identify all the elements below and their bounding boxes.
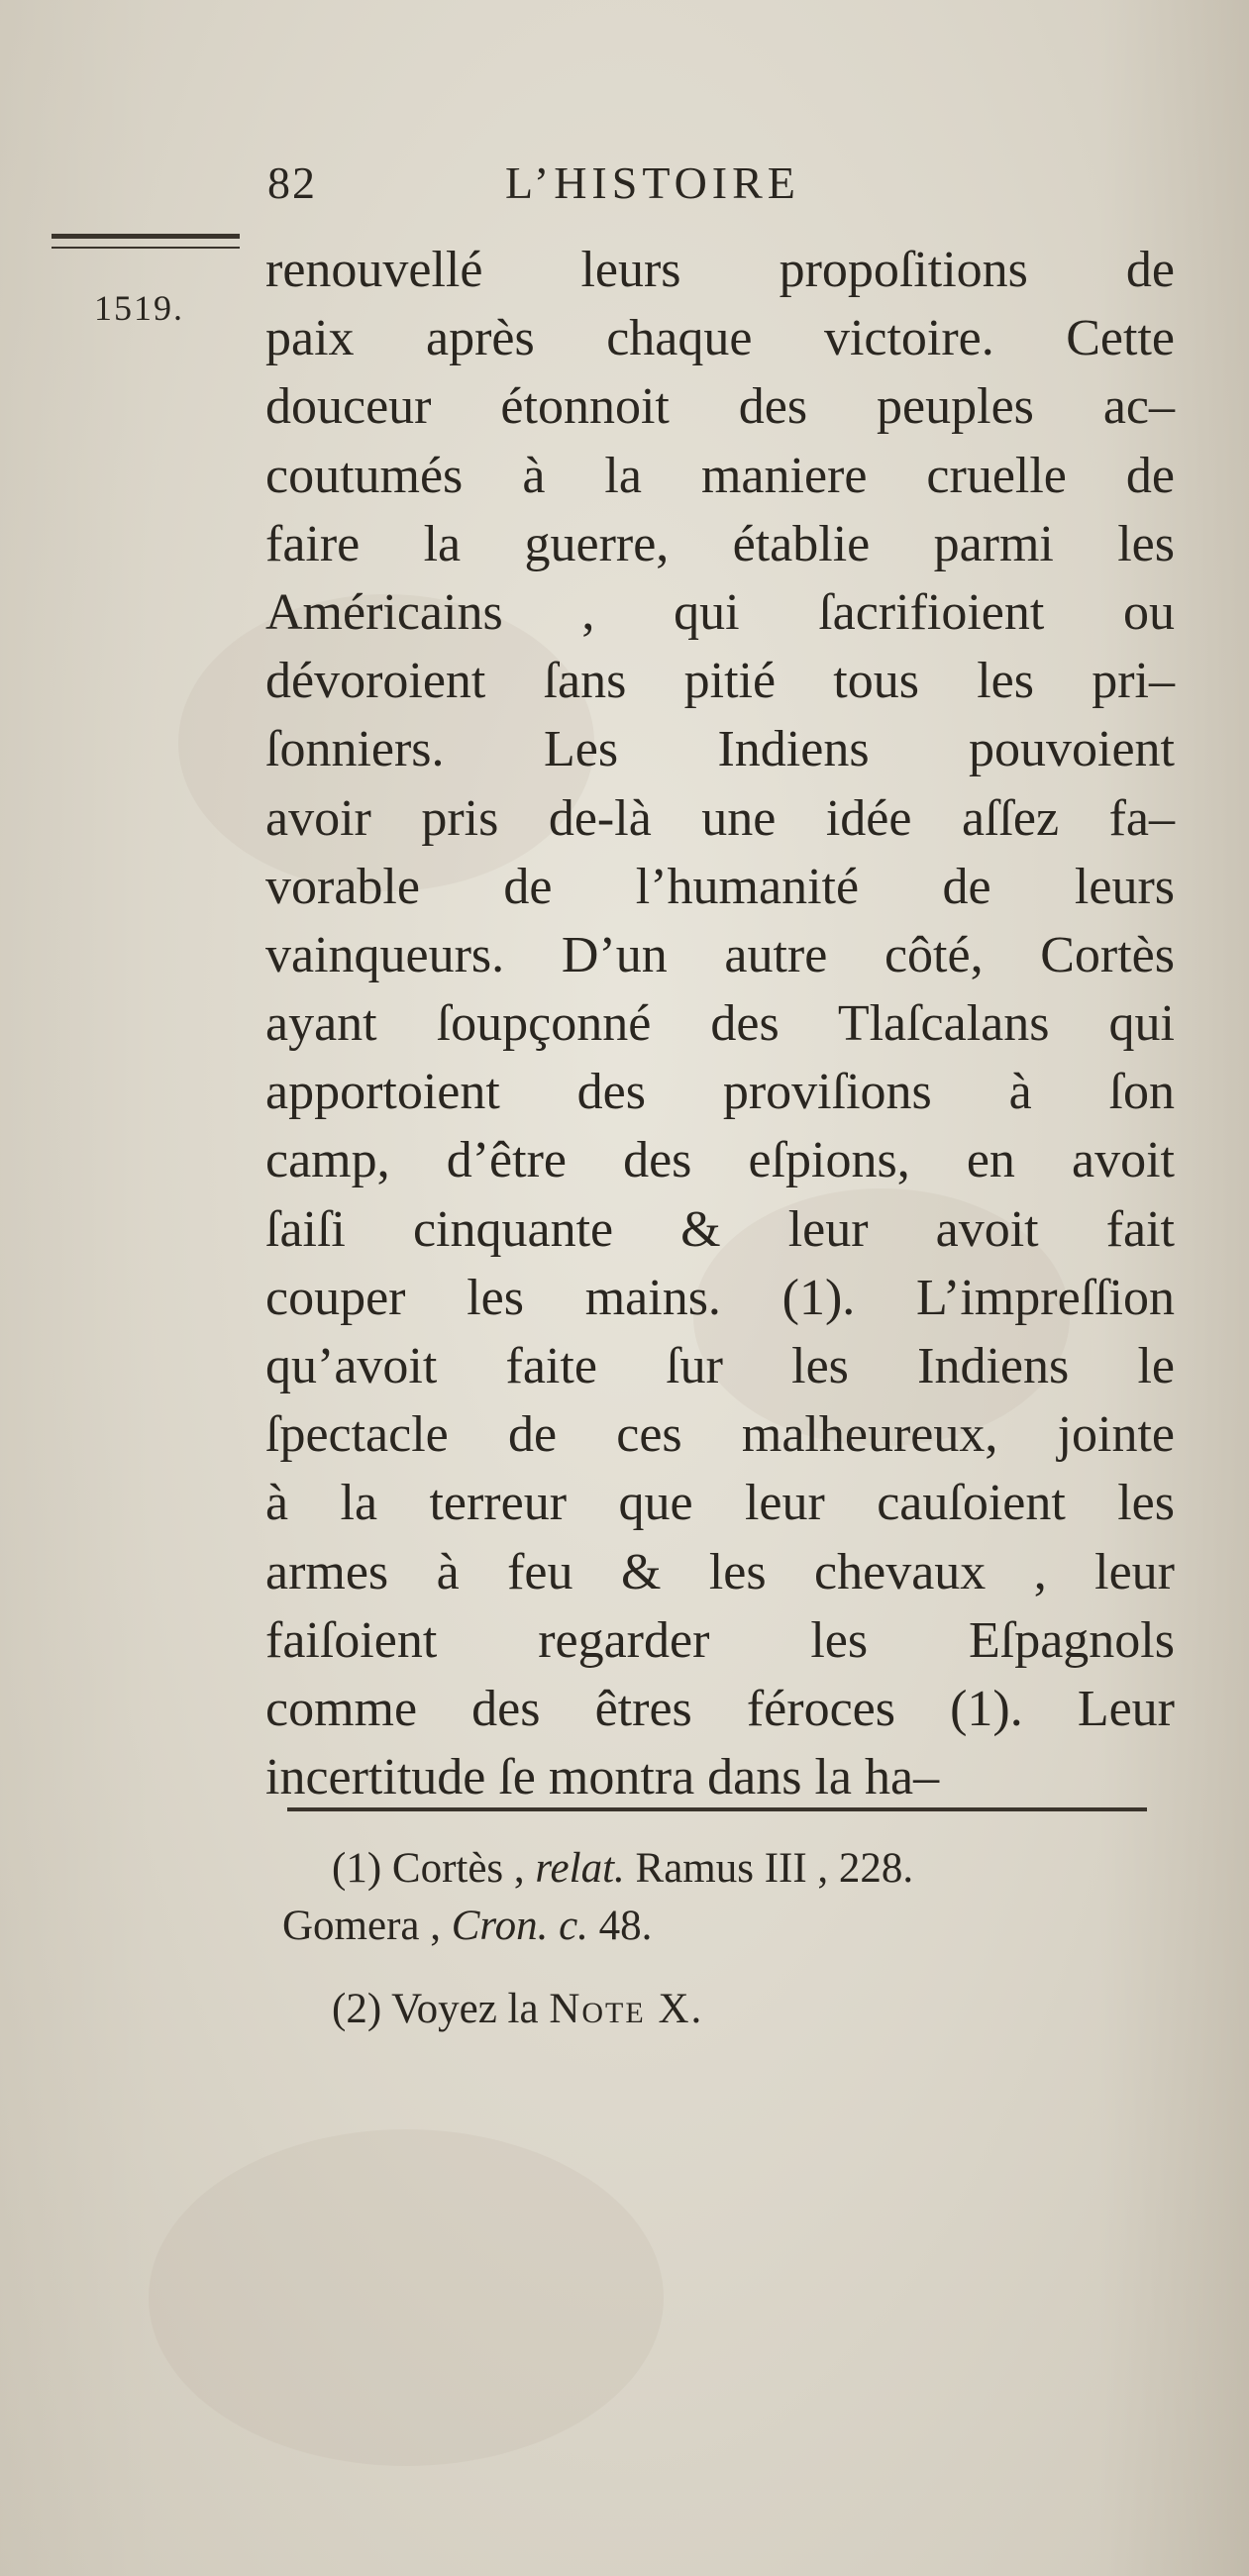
text-line: armes à feu & les chevaux , leur: [265, 1543, 1175, 1600]
text-line: vainqueurs. D’un autre côté, Cortès: [265, 926, 1175, 983]
text-line: ayant ſoupçonné des Tlaſcalans qui: [265, 995, 1175, 1053]
text-line: camp, d’être des eſpions, en avoit: [265, 1132, 1175, 1189]
paper-stain: [149, 2129, 664, 2466]
text-line: coutumés à la maniere cruelle de: [265, 447, 1175, 504]
text-line: douceur étonnoit des peuples ac–: [265, 378, 1175, 436]
text-line: Américains , qui ſacrifioient ou: [265, 583, 1175, 641]
text-line: avoir pris de-là une idée aſſez fa–: [265, 789, 1175, 847]
text-line: à la terreur que leur cauſoient les: [265, 1475, 1175, 1532]
text-line: couper les mains. (1). L’impreſſion: [265, 1269, 1175, 1326]
footnote-1-page: 48.: [587, 1903, 653, 1949]
margin-rule: [52, 234, 240, 249]
footnote-1-continued: [282, 1898, 652, 1955]
running-head: L’HISTOIRE: [505, 157, 800, 208]
footnote-2-note: Note X.: [549, 1986, 704, 2032]
footnote-1-text: (1) Cortès ,: [332, 1845, 536, 1892]
footnote-2-text: (2) Voyez la: [332, 1986, 550, 2032]
text-line: paix après chaque victoire. Cette: [265, 310, 1175, 367]
text-line: faiſoient regarder les Eſpagnols: [265, 1611, 1175, 1669]
text-line: ſpectacle de ces malheureux, jointe: [265, 1406, 1175, 1464]
footnote-1-relat: relat.: [535, 1845, 625, 1892]
page-header: [267, 156, 961, 226]
text-line: vorable de l’humanité de leurs: [265, 858, 1175, 915]
text-line: ſaiſi cinquante & leur avoit fait: [265, 1200, 1175, 1258]
footnote-1-cron: Cron. c.: [451, 1903, 588, 1949]
page-number: 82: [267, 157, 317, 208]
text-line: qu’avoit faite ſur les Indiens le: [265, 1338, 1175, 1394]
body-text: [265, 236, 1175, 1811]
text-line: incertitude ſe montra dans la ha–: [265, 1749, 940, 1806]
footnote-1: [332, 1840, 913, 1898]
text-line: apportoient des proviſions à ſon: [265, 1064, 1175, 1121]
footnote-2: [332, 1981, 703, 2038]
text-line: ſonniers. Les Indiens pouvoient: [265, 721, 1175, 778]
text-line: dévoroient ſans pitié tous les pri–: [265, 653, 1175, 710]
footnote-rule: [287, 1807, 1147, 1811]
text-line: comme des êtres féroces (1). Leur: [265, 1680, 1175, 1737]
margin-year-note: 1519.: [94, 288, 184, 328]
footnote-1-gomera: Gomera ,: [282, 1903, 452, 1949]
footnote-1-ramus: Ramus III , 228.: [624, 1845, 914, 1892]
text-line: renouvellé leurs propoſitions de: [265, 242, 1175, 298]
text-line: faire la guerre, établie parmi les: [265, 515, 1175, 572]
